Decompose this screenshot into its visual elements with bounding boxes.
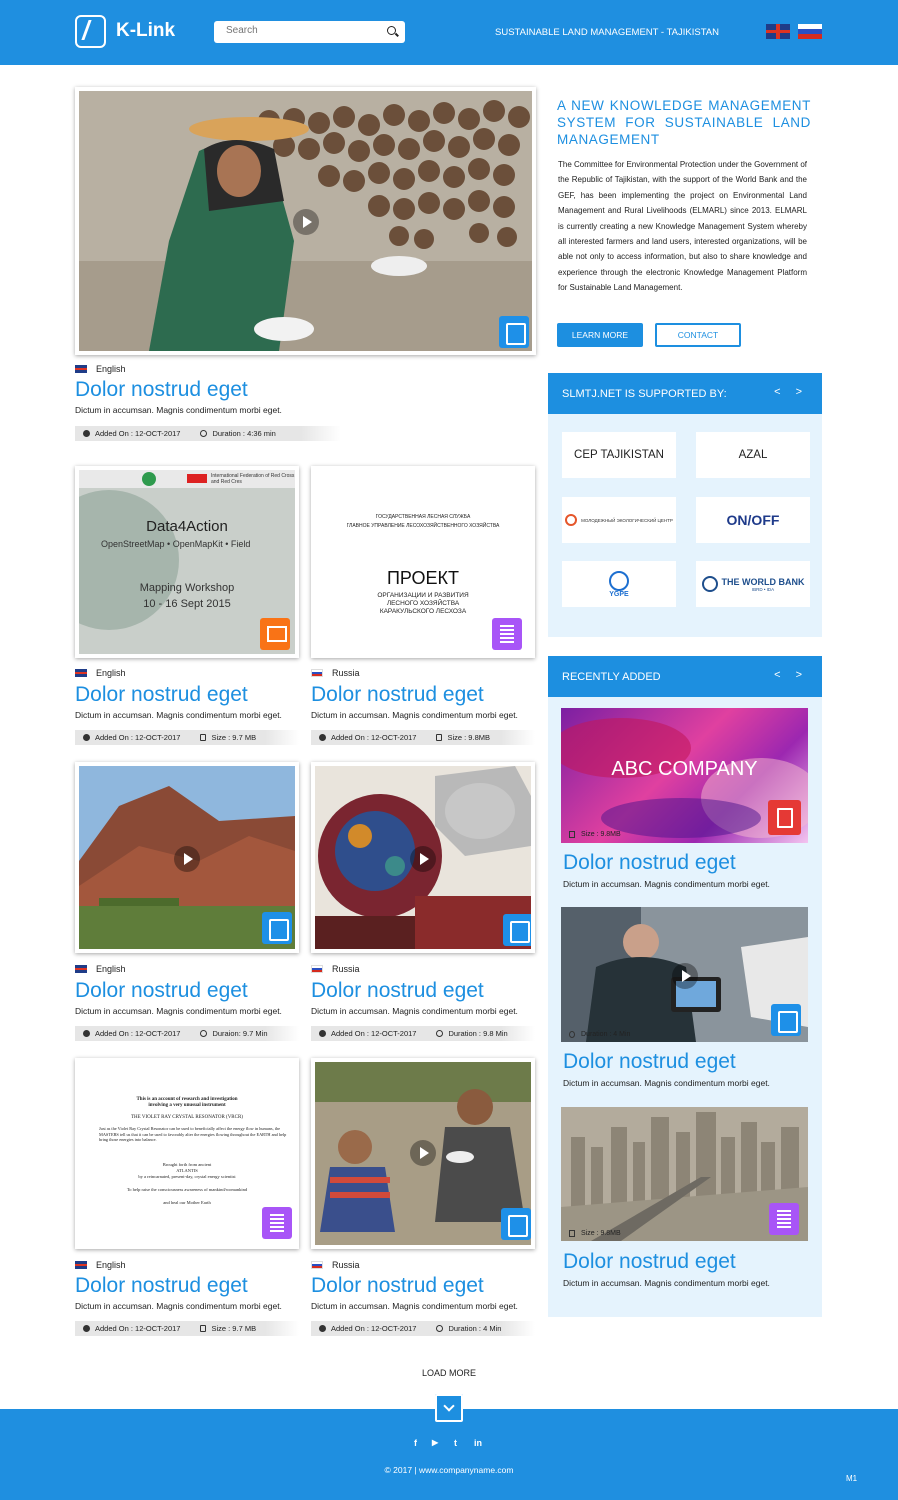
copyright: © 2017 | www.companyname.com: [384, 1465, 514, 1475]
document-preview: [315, 470, 531, 654]
card-description: Dictum in accumsan. Magnis condimentum morbi eget.: [311, 1301, 518, 1311]
youtube-icon[interactable]: ▶: [432, 1438, 439, 1447]
clock-icon: [436, 1325, 443, 1332]
contact-button[interactable]: CONTACT: [655, 323, 741, 347]
doc-line: КАРАКУЛЬСКОГО ЛЕСХОЗА: [379, 608, 467, 615]
doc-line: and heal our Mother Earth: [163, 1200, 211, 1205]
search-box[interactable]: [214, 21, 405, 43]
pdf-file-icon: [768, 800, 801, 835]
doc-line: This is an account of research and investigation: [136, 1097, 238, 1102]
card-description: Dictum in accumsan. Magnis condimentum morbi eget.: [75, 405, 282, 415]
featured-image: [79, 91, 532, 351]
recent-title[interactable]: Dolor nostrud eget: [563, 851, 736, 874]
top-header: [0, 0, 898, 65]
card-meta: Added On : 12-OCT-2017 Size : 9.7 MB: [75, 1321, 299, 1336]
sponsor-logo[interactable]: AZAL: [696, 432, 810, 478]
uk-flag-icon: [75, 669, 87, 677]
language-label: English: [75, 668, 126, 678]
language-label: English: [75, 964, 126, 974]
file-icon: [200, 734, 206, 741]
learn-more-button[interactable]: LEARN MORE: [557, 323, 643, 347]
language-label: Russia: [311, 964, 360, 974]
russia-flag-icon: [311, 669, 323, 677]
card-meta: Added On : 12-OCT-2017 Duration : 9.8 Min: [311, 1026, 535, 1041]
clock-icon: [436, 1030, 443, 1037]
carousel-arrows-icon[interactable]: < >: [774, 669, 808, 681]
uk-flag-icon: [75, 365, 87, 373]
card-thumbnail[interactable]: [75, 466, 299, 658]
sponsor-logo[interactable]: CEP TAJIKISTAN: [562, 432, 676, 478]
card-meta: Added On : 12-OCT-2017 Duration : 4 Min: [311, 1321, 535, 1336]
doc-line: involving a very unusual instrument: [148, 1103, 226, 1108]
card-title[interactable]: Dolor nostrud eget: [311, 979, 484, 1002]
sponsor-logo[interactable]: ON/OFF: [696, 497, 810, 543]
card-meta: Added On : 12-OCT-2017 Duraion: 9.7 Min: [75, 1026, 299, 1041]
supporters-panel: [548, 373, 822, 637]
play-icon[interactable]: [410, 846, 436, 872]
doc-line: THE VIOLET RAY CRYSTAL RESONATOR (VRCR): [131, 1115, 243, 1120]
card-description: Dictum in accumsan. Magnis condimentum morbi eget.: [311, 710, 518, 720]
sponsor-logo[interactable]: THE WORLD BANK IBRD • IDA: [696, 561, 810, 607]
slide-title: Data4Action: [146, 518, 228, 535]
load-more-link[interactable]: LOAD MORE: [421, 1368, 476, 1378]
card-title[interactable]: Dolor nostrud eget: [75, 1274, 248, 1297]
workshop-slide-image: [79, 470, 295, 654]
presentation-file-icon: [260, 618, 290, 650]
logo-text[interactable]: K-Link: [116, 20, 176, 41]
play-icon[interactable]: [410, 1140, 436, 1166]
search-icon[interactable]: [387, 26, 396, 35]
linkedin-icon[interactable]: in: [474, 1438, 482, 1448]
uk-flag-icon[interactable]: [766, 24, 790, 39]
russia-flag-icon[interactable]: [798, 24, 822, 39]
plus-icon: [319, 734, 326, 741]
card-meta: Added On : 12-OCT-2017 Duration : 4:36 min: [75, 426, 341, 441]
language-label: English: [75, 364, 126, 374]
file-icon: [436, 734, 442, 741]
uk-flag-icon: [75, 965, 87, 973]
plus-icon: [319, 1030, 326, 1037]
doc-line: by a reincarnated, present-day, crystal energy scientist: [138, 1174, 236, 1179]
card-title[interactable]: Dolor nostrud eget: [311, 683, 484, 706]
video-file-icon: [503, 914, 531, 946]
file-icon: [569, 831, 575, 838]
uk-flag-icon: [75, 1261, 87, 1269]
card-meta: Added On : 12-OCT-2017 Size : 9.8MB: [311, 730, 535, 745]
facebook-icon[interactable]: f: [414, 1438, 417, 1448]
doc-line: To help raise the consciousness awareness of mankind/womankind: [126, 1187, 248, 1192]
about-text: The Committee for Environmental Protection under the Government of the Republic of Tajikistan, with the support of the World Bank and the GEF, has been implementing the project on Environmental Land Management and Rural Livelihoods (ELMARL) since 2013. ELMARL is currently creating a new Knowledge Management System whereby all interested farmers and land users, interested organizations, will be able not only to access information, but also to share knowledge and experience through the electronic Knowledge Management Platform for Sustainable Land Management.: [558, 160, 808, 293]
search-input[interactable]: [226, 25, 376, 36]
water-pouring-image: [315, 766, 531, 949]
recent-title[interactable]: Dolor nostrud eget: [563, 1050, 736, 1073]
twitter-icon[interactable]: t: [454, 1438, 457, 1448]
recent-item-image[interactable]: [561, 907, 808, 1042]
card-description: Dictum in accumsan. Magnis condimentum morbi eget.: [311, 1006, 518, 1016]
sponsor-logo[interactable]: YGPE: [562, 561, 676, 607]
recent-description: Dictum in accumsan. Magnis condimentum morbi eget.: [563, 1078, 770, 1088]
plus-icon: [83, 1030, 90, 1037]
card-thumbnail[interactable]: [75, 762, 299, 953]
play-icon[interactable]: [174, 846, 200, 872]
document-file-icon: [492, 618, 522, 650]
panel-title: SLMTJ.NET IS SUPPORTED BY:: [562, 387, 727, 400]
document-file-icon: [769, 1203, 799, 1235]
k-link-logo-icon[interactable]: [75, 15, 106, 48]
recent-meta: Size : 9.8MB: [569, 1230, 621, 1237]
file-icon: [200, 1325, 206, 1332]
recent-description: Dictum in accumsan. Magnis condimentum morbi eget.: [563, 1278, 770, 1288]
plus-icon: [83, 430, 90, 437]
document-preview: [79, 1062, 295, 1245]
featured-thumbnail[interactable]: [75, 87, 536, 355]
file-icon: [569, 1230, 575, 1237]
card-description: Dictum in accumsan. Magnis condimentum morbi eget.: [75, 1006, 282, 1016]
russia-flag-icon: [311, 965, 323, 973]
video-file-icon: [262, 912, 292, 944]
card-thumbnail[interactable]: [311, 762, 535, 953]
doc-title: ПРОЕКТ: [386, 568, 460, 588]
site-title: SUSTAINABLE LAND MANAGEMENT - TAJIKISTAN: [495, 27, 719, 38]
doc-line: ОРГАНИЗАЦИИ И РАЗВИТИЯ: [377, 592, 469, 599]
recent-item-image[interactable]: [561, 708, 808, 843]
card-title[interactable]: Dolor nostrud eget: [75, 683, 248, 706]
card-description: Dictum in accumsan. Magnis condimentum morbi eget.: [75, 710, 282, 720]
footer: [0, 1409, 898, 1500]
card-thumbnail[interactable]: [311, 466, 535, 658]
ygpe-icon: [609, 571, 629, 591]
language-label: Russia: [311, 668, 360, 678]
about-title: A NEW KNOWLEDGE MANAGEMENT SYSTEM FOR SUSTAINABLE LAND MANAGEMENT: [557, 98, 811, 147]
plus-icon: [83, 1325, 90, 1332]
carousel-arrows-icon[interactable]: < >: [774, 386, 808, 398]
eco-center-icon: [565, 514, 577, 526]
sponsor-logo[interactable]: МОЛОДЕЖНЫЙ ЭКОЛОГИЧЕСКИЙ ЦЕНТР: [562, 497, 676, 543]
video-file-icon: [501, 1208, 531, 1240]
chevron-down-icon[interactable]: [435, 1394, 463, 1422]
slide-subtitle: OpenStreetMap • OpenMapKit • Field: [101, 539, 251, 549]
children-image: [315, 1062, 531, 1245]
video-file-icon: [499, 316, 529, 348]
slide-header: International Federation of Red Cross and Red Cres: [211, 473, 295, 485]
document-file-icon: [262, 1207, 292, 1239]
plus-icon: [83, 734, 90, 741]
play-icon[interactable]: [672, 963, 698, 989]
doc-line: Brought forth from ancient: [162, 1162, 212, 1167]
doc-line: ATLANTIS: [176, 1168, 198, 1173]
plus-icon: [319, 1325, 326, 1332]
page-marker: M1: [846, 1474, 858, 1483]
world-bank-globe-icon: [702, 576, 718, 592]
language-label: Russia: [311, 1260, 360, 1270]
clock-icon: [200, 430, 207, 437]
doc-line: ЛЕСНОГО ХОЗЯЙСТВА: [386, 600, 460, 607]
slide-subtitle-3: 10 - 16 Sept 2015: [143, 598, 231, 610]
clock-icon: [200, 1030, 207, 1037]
video-file-icon: [771, 1004, 801, 1036]
language-label: English: [75, 1260, 126, 1270]
doc-paragraph: Just as the Violet Ray Crystal Resonator can be used to beneficially affect the energy flow in humans, the MASTERS tell us that it can be used to favorably alter the energies flowing throughout the EARTH and help bring those energies into balance.: [99, 1126, 287, 1142]
card-thumbnail[interactable]: [311, 1058, 535, 1249]
mountain-image: [79, 766, 295, 949]
recent-description: Dictum in accumsan. Magnis condimentum morbi eget.: [563, 879, 770, 889]
slide-subtitle-2: Mapping Workshop: [139, 582, 235, 594]
card-thumbnail[interactable]: [75, 1058, 299, 1249]
doc-heading: ГОСУДАРСТВЕННАЯ ЛЕСНАЯ СЛУЖБА: [375, 514, 471, 520]
card-title[interactable]: Dolor nostrud eget: [75, 378, 248, 401]
play-icon[interactable]: [293, 209, 319, 235]
card-title[interactable]: Dolor nostrud eget: [75, 979, 248, 1002]
card-title[interactable]: Dolor nostrud eget: [311, 1274, 484, 1297]
recent-title[interactable]: Dolor nostrud eget: [563, 1250, 736, 1273]
panel-title: RECENTLY ADDED: [562, 670, 661, 683]
card-description: Dictum in accumsan. Magnis condimentum morbi eget.: [75, 1301, 282, 1311]
recent-item-image[interactable]: [561, 1107, 808, 1241]
clock-icon: [569, 1031, 575, 1038]
doc-subheading: ГЛАВНОЕ УПРАВЛЕНИЕ ЛЕСОХОЗЯЙСТВЕННОГО ХОЗЯЙСТВА: [346, 523, 500, 529]
card-meta: Added On : 12-OCT-2017 Size : 9.7 MB: [75, 730, 299, 745]
russia-flag-icon: [311, 1261, 323, 1269]
recent-meta: Duration : 4 Min: [569, 1031, 630, 1038]
recent-overlay-text: ABC COMPANY: [611, 758, 758, 780]
recent-meta: Size : 9.8MB: [569, 831, 621, 838]
